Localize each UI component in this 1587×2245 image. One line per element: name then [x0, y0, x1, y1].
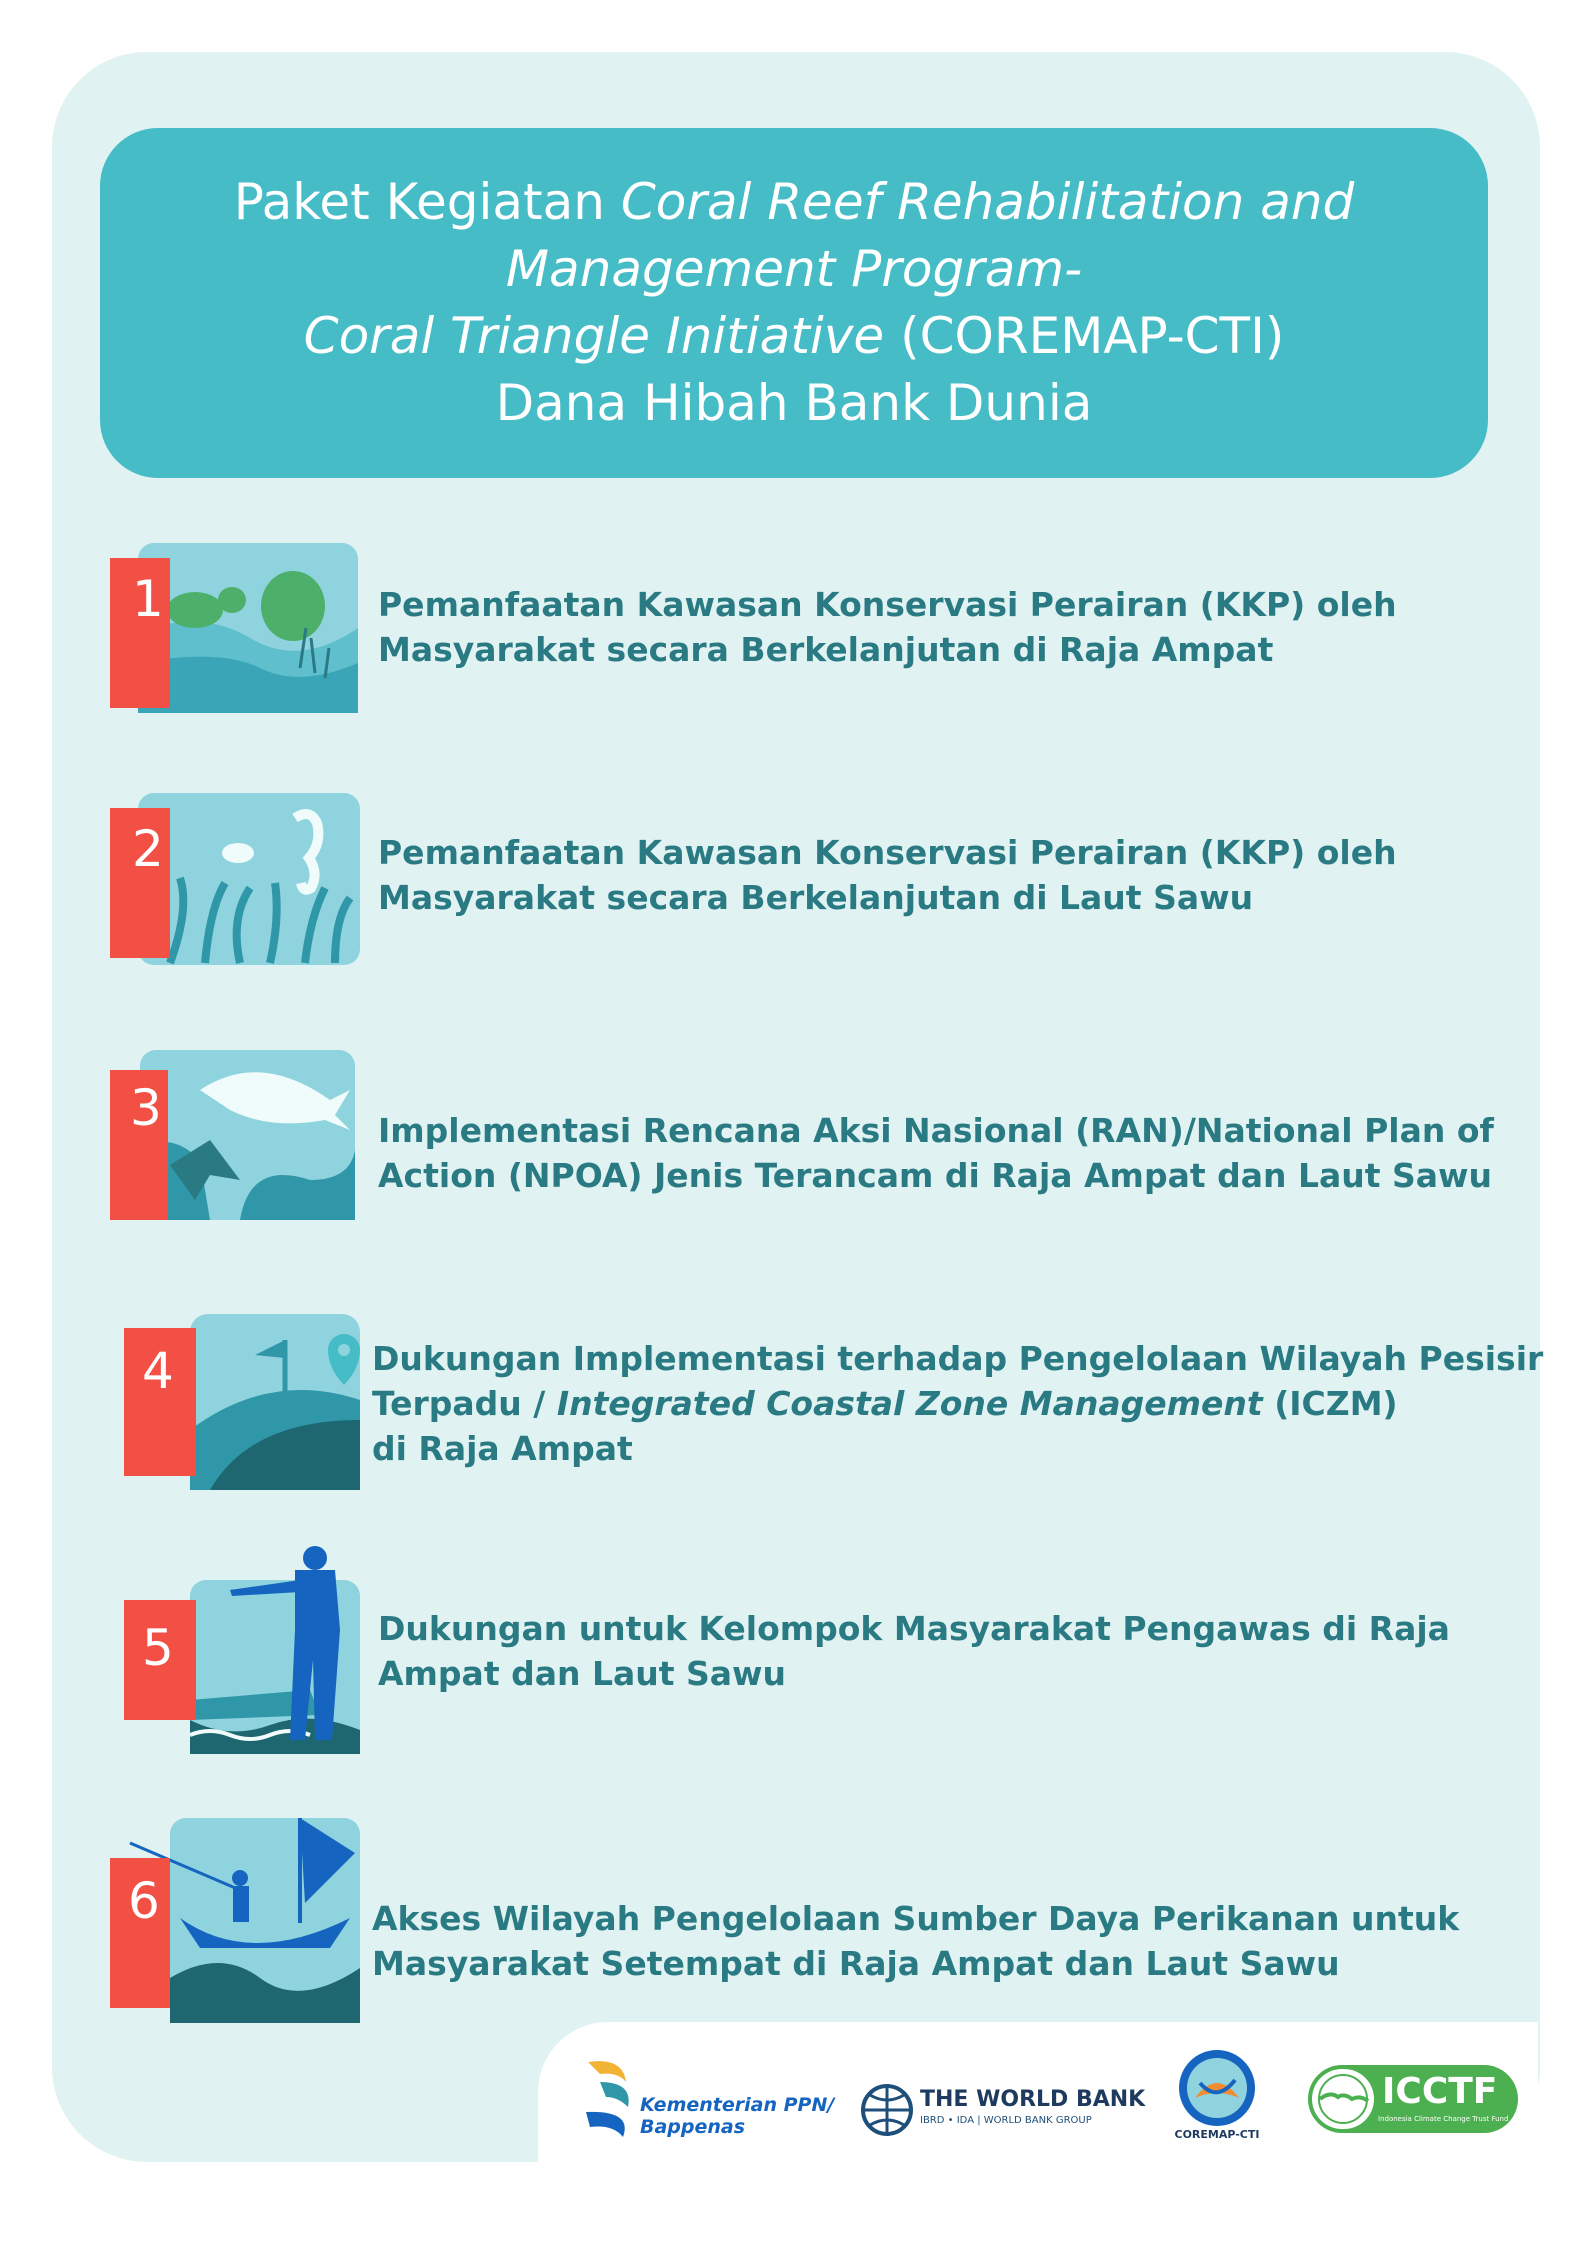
activity-item-2 [110, 788, 1490, 968]
activity-text [378, 1606, 1450, 1696]
item-number: 5 [142, 1619, 174, 1677]
title-line-3 [304, 303, 1285, 370]
activity-text [372, 1896, 1459, 1986]
shark-manta-ray-icon [110, 1030, 360, 1226]
bappenas-emblem-icon [578, 2052, 638, 2142]
binocular-watcher-boat-icon [110, 1540, 360, 1760]
activity-text-line: Masyarakat Setempat di Raja Ampat dan Laut Sawu [372, 1944, 1340, 1983]
coremap-emblem-icon [1175, 2048, 1259, 2128]
item-number: 3 [130, 1079, 162, 1137]
activity-item-6 [110, 1808, 1490, 2028]
activity-text-line: Pemanfaatan Kawasan Konservasi Perairan (KKP) oleh [378, 833, 1397, 872]
activity-item-3 [110, 1030, 1494, 1226]
fishing-boat-sail-icon [110, 1808, 360, 2028]
world-bank-name: THE WORLD BANK [920, 2087, 1146, 2112]
activity-text [378, 1108, 1494, 1198]
title-line-2-italic: Management Program- [505, 240, 1083, 298]
activity-text-line [372, 1381, 1543, 1426]
activity-text-line: Pemanfaatan Kawasan Konservasi Perairan (KKP) oleh [378, 585, 1397, 624]
title-line-1 [234, 169, 1355, 236]
activity-item-4 [110, 1310, 1544, 1494]
seahorse-coral-icon [110, 788, 360, 968]
activity-text-line: Akses Wilayah Pengelolaan Sumber Daya Perikanan untuk [372, 1899, 1460, 1938]
activity-text-line: Masyarakat secara Berkelanjutan di Laut Sawu [378, 878, 1254, 917]
activity-text-plain: (ICZM) [1262, 1384, 1398, 1423]
activity-text-line: Ampat dan Laut Sawu [378, 1654, 787, 1693]
activity-text-line: Action (NPOA) Jenis Terancam di Raja Ampat dan Laut Sawu [378, 1156, 1493, 1195]
title-line-3-italic: Coral Triangle Initiative [303, 307, 885, 365]
bappenas-name-line: Bappenas [640, 2116, 746, 2138]
activity-item-5 [110, 1540, 1490, 1760]
title-line-3-plain: (COREMAP-CTI) [884, 307, 1285, 365]
coremap-name: COREMAP-CTI [1174, 2128, 1260, 2141]
item-number: 2 [132, 820, 164, 878]
activity-text-plain: Terpadu / [372, 1384, 557, 1423]
activity-item-1 [110, 538, 1490, 718]
activity-text-line: di Raja Ampat [372, 1429, 633, 1468]
world-bank-logo [860, 2083, 1146, 2143]
coremap-cti-logo [1172, 2048, 1262, 2146]
bappenas-logo [578, 2052, 838, 2142]
activity-text-line: Masyarakat secara Berkelanjutan di Raja Ampat [378, 630, 1274, 669]
flag-location-pin-icon [110, 1310, 360, 1494]
activity-text-line: Dukungan Implementasi terhadap Pengelolaan Wilayah Pesisir [372, 1339, 1544, 1378]
globe-icon [860, 2083, 914, 2137]
title-line-4: Dana Hibah Bank Dunia [495, 374, 1093, 432]
item-number: 1 [132, 570, 164, 628]
activity-text-line: Implementasi Rencana Aksi Nasional (RAN)/National Plan of [378, 1111, 1494, 1150]
islands-coral-icon [110, 538, 360, 718]
icctf-subtitle: Indonesia Climate Change Trust Fund [1378, 2115, 1509, 2123]
icctf-logo [1308, 2065, 1518, 2135]
bappenas-name-line: Kementerian PPN/ [640, 2094, 835, 2116]
item-number: 4 [142, 1342, 174, 1400]
title-line-2 [506, 236, 1082, 303]
activity-text-line: Dukungan untuk Kelompok Masyarakat Pengawas di Raja [378, 1609, 1450, 1648]
title-banner [100, 128, 1488, 478]
item-number: 6 [128, 1872, 160, 1930]
world-bank-subtitle: IBRD • IDA | WORLD BANK GROUP [920, 2115, 1092, 2126]
activity-text [378, 830, 1397, 920]
title-line-1-italic: Coral Reef Rehabilitation and [620, 173, 1355, 231]
activity-text [378, 582, 1397, 672]
title-line-1-plain: Paket Kegiatan [233, 173, 621, 231]
icctf-name: ICCTF [1382, 2071, 1498, 2112]
activity-text [372, 1336, 1543, 1471]
indonesia-map-icon [1312, 2069, 1374, 2129]
activity-text-italic: Integrated Coastal Zone Management [556, 1384, 1263, 1423]
